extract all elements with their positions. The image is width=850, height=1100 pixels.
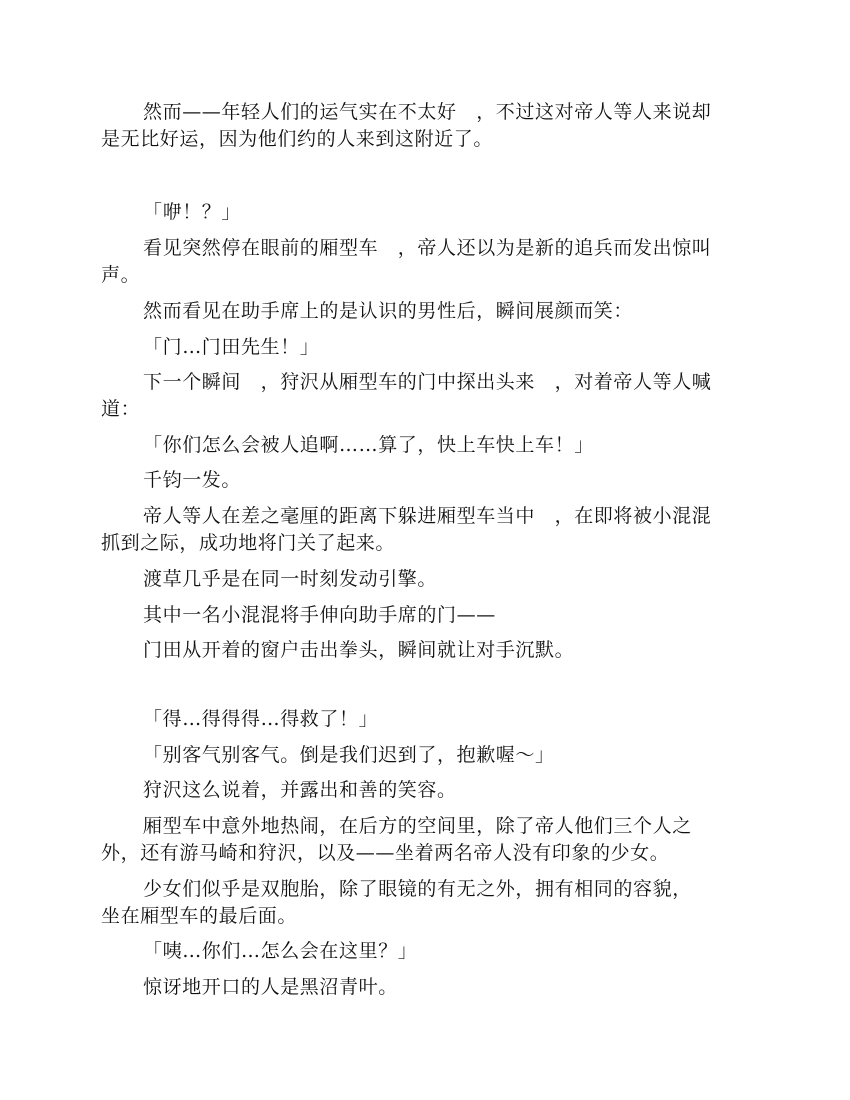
text-line: 道： — [101, 398, 141, 420]
text-line: 千钧一发。 — [143, 469, 242, 491]
dialogue-line: 「别客气别客气。倒是我们迟到了，抱歉喔～」 — [143, 744, 555, 766]
text-line: 惊讶地开口的人是黑沼青叶。 — [143, 976, 398, 998]
dialogue-line: 「咦…你们…怎么会在这里？」 — [143, 940, 418, 962]
text-line: 其中一名小混混将手伸向助手席的门—— — [143, 604, 496, 626]
text-line: 是无比好运，因为他们约的人来到这附近了。 — [101, 128, 494, 150]
text-line: 坐在厢型车的最后面。 — [101, 905, 298, 927]
text-line: 狩沢这么说着，并露出和善的笑容。 — [143, 779, 457, 801]
text-line: 然而看见在助手席上的是认识的男性后，瞬间展颜而笑： — [143, 300, 634, 322]
text-line: 外，还有游马崎和狩沢，以及——坐着两名帝人没有印象的少女。 — [101, 842, 670, 864]
text-line: 下一个瞬间 ，狩沢从厢型车的门中探出头来 ，对着帝人等人喊 — [143, 371, 712, 393]
text-line: 门田从开着的窗户击出拳头，瞬间就让对手沉默。 — [143, 639, 575, 661]
text-line: 声。 — [101, 264, 141, 286]
dialogue-line: 「咿！？」 — [143, 201, 242, 223]
text-line: 帝人等人在差之毫厘的距离下躲进厢型车当中 ，在即将被小混混 — [143, 505, 712, 527]
text-line: 厢型车中意外地热闹，在后方的空间里，除了帝人他们三个人之 — [143, 815, 692, 837]
text-line: 然而——年轻人们的运气实在不太好 ，不过这对帝人等人来说却 — [143, 101, 712, 123]
text-line: 少女们似乎是双胞胎，除了眼镜的有无之外，拥有相同的容貌， — [143, 878, 692, 900]
dialogue-line: 「你们怎么会被人追啊……算了，快上车快上车！」 — [143, 434, 594, 456]
text-line: 看见突然停在眼前的厢型车 ，帝人还以为是新的追兵而发出惊叫 — [143, 237, 712, 259]
dialogue-line: 「门…门田先生！」 — [143, 336, 320, 358]
dialogue-line: 「得…得得得…得救了！」 — [143, 708, 379, 730]
text-line: 抓到之际，成功地将门关了起来。 — [101, 532, 396, 554]
text-line: 渡草几乎是在同一时刻发动引擎。 — [143, 568, 438, 590]
